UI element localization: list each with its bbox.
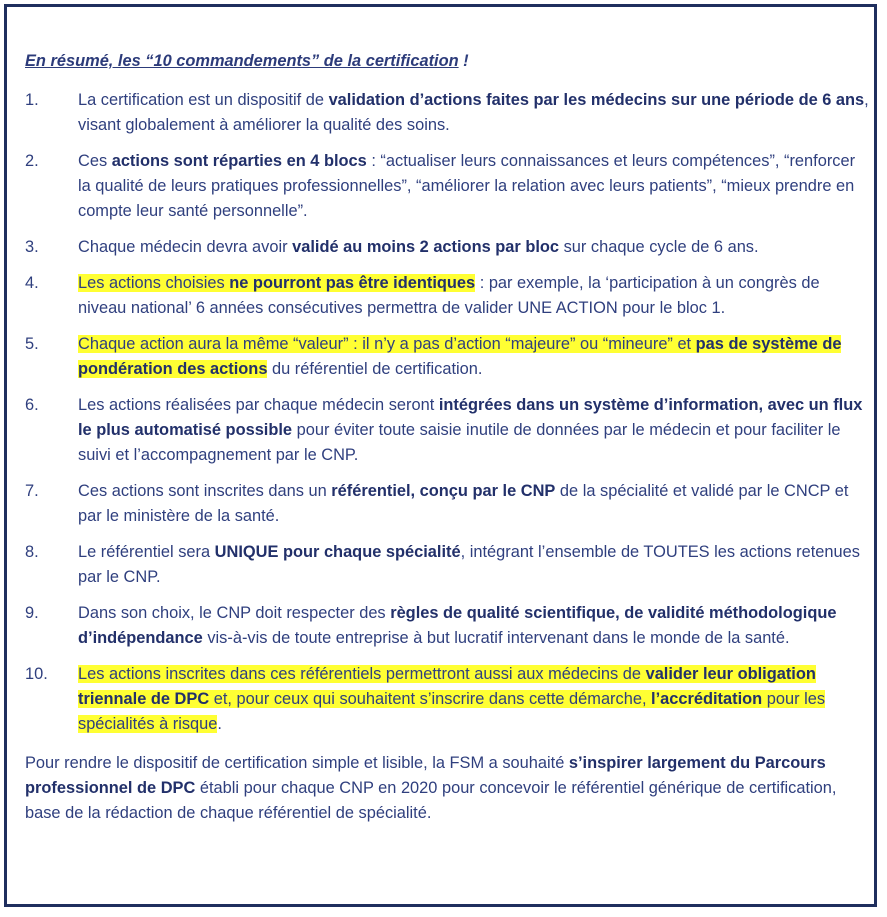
bold-text: UNIQUE pour chaque spécialité [214, 543, 461, 561]
text-run: Les actions réalisées par chaque médecin seront [78, 396, 439, 414]
document-content [25, 49, 870, 826]
text-run: vis-à-vis de toute entreprise à but lucratif intervenant dans le monde de la santé. [202, 629, 790, 647]
list-item [25, 479, 870, 529]
heading [25, 49, 870, 74]
text-run: Chaque médecin devra avoir [78, 238, 293, 256]
item-number: 6. [25, 396, 39, 414]
item-text [78, 540, 870, 590]
highlighted-bold-text: valider leur obligation triennale de DPC [78, 665, 816, 708]
text-run: Pour rendre le dispositif de certification simple et lisible, la FSM a souhaité [25, 754, 569, 772]
item-text [78, 271, 870, 321]
item-number: 3. [25, 238, 39, 256]
item-text [78, 601, 870, 651]
list-item [25, 393, 870, 468]
list-item [25, 540, 870, 590]
commandments-list [25, 88, 870, 737]
list-item [25, 601, 870, 651]
list-item [25, 271, 870, 321]
text-run: , visant globalement à améliorer la qualité des soins. [78, 91, 869, 134]
item-number: 9. [25, 604, 39, 622]
highlighted-text: Les actions choisies [78, 274, 230, 292]
item-text [78, 149, 870, 224]
text-run: sur chaque cycle de 6 ans. [559, 238, 759, 256]
closing-paragraph [25, 751, 870, 826]
highlighted-text: Les actions inscrites dans ces référentiels permettront aussi aux médecins de [78, 665, 646, 683]
text-run: La certification est un dispositif de [78, 91, 329, 109]
item-number: 5. [25, 335, 39, 353]
highlighted-text: pour les spécialités à risque [78, 690, 826, 733]
text-run: Le référentiel sera [78, 543, 215, 561]
text-run: , intégrant l’ensemble de TOUTES les actions retenues par le CNP. [78, 543, 860, 586]
highlighted-bold-text: ne pourront pas être identiques [229, 274, 476, 292]
text-run: du référentiel de certification. [267, 360, 483, 378]
item-number: 4. [25, 274, 39, 292]
item-number: 10. [25, 665, 48, 683]
item-number: 7. [25, 482, 39, 500]
item-text [78, 479, 870, 529]
text-run: . [217, 715, 222, 733]
text-run: : “actualiser leurs connaissances et leurs compétences”, “renforcer la qualité de leurs pratiques professionnelles”, “améliorer la relation avec leurs patients”, “mieux prendre en compte leur santé personnelle”. [78, 152, 856, 220]
highlighted-text: et, pour ceux qui souhaitent s’inscrire dans cette démarche, [209, 690, 652, 708]
list-item [25, 235, 870, 260]
bold-text: validé au moins 2 actions par bloc [292, 238, 560, 256]
list-item [25, 662, 870, 737]
bold-text: validation d’actions faites par les médecins sur une période de 6 ans [328, 91, 865, 109]
item-text [78, 393, 870, 468]
text-run: : par exemple, la ‘participation à un congrès de niveau national’ 6 années consécutives permettra de valider UNE ACTION pour le bloc 1. [78, 274, 820, 317]
highlighted-bold-text: l’accréditation [651, 690, 763, 708]
item-text [78, 332, 870, 382]
item-text [78, 88, 870, 138]
document-frame [4, 4, 877, 907]
item-text [78, 235, 870, 260]
highlighted-bold-text: pas de système de pondération des actions [78, 335, 842, 378]
item-text [78, 662, 870, 737]
text-run: établi pour chaque CNP en 2020 pour concevoir le référentiel générique de certification, base de la rédaction de chaque référentiel de spécialité. [25, 779, 837, 822]
item-number: 8. [25, 543, 39, 561]
list-item [25, 88, 870, 138]
list-item [25, 149, 870, 224]
item-number: 2. [25, 152, 39, 170]
item-number: 1. [25, 91, 39, 109]
text-run: de la spécialité et validé par le CNCP et par le ministère de la santé. [78, 482, 849, 525]
highlighted-text: Chaque action aura la même “valeur” : il n’y a pas d’action “majeure” ou “mineure” et [78, 335, 696, 353]
bold-text: règles de qualité scientifique, de validité méthodologique d’indépendance [78, 604, 837, 647]
list-item [25, 332, 870, 382]
text-run: pour éviter toute saisie inutile de données par le médecin et pour faciliter le suivi et l’accompagnement par le CNP. [78, 421, 841, 464]
bold-text: référentiel, conçu par le CNP [331, 482, 556, 500]
text-run: Ces actions sont inscrites dans un [78, 482, 332, 500]
text-run: Ces [78, 152, 112, 170]
heading-exclamation: ! [458, 52, 469, 70]
heading-text: En résumé, les “10 commandements” de la certification [25, 52, 459, 70]
bold-text: s’inspirer largement du Parcours professionnel de DPC [25, 754, 826, 797]
bold-text: intégrées dans un système d’information, avec un flux le plus automatisé possible [78, 396, 863, 439]
text-run: Dans son choix, le CNP doit respecter des [78, 604, 391, 622]
bold-text: actions sont réparties en 4 blocs [111, 152, 367, 170]
